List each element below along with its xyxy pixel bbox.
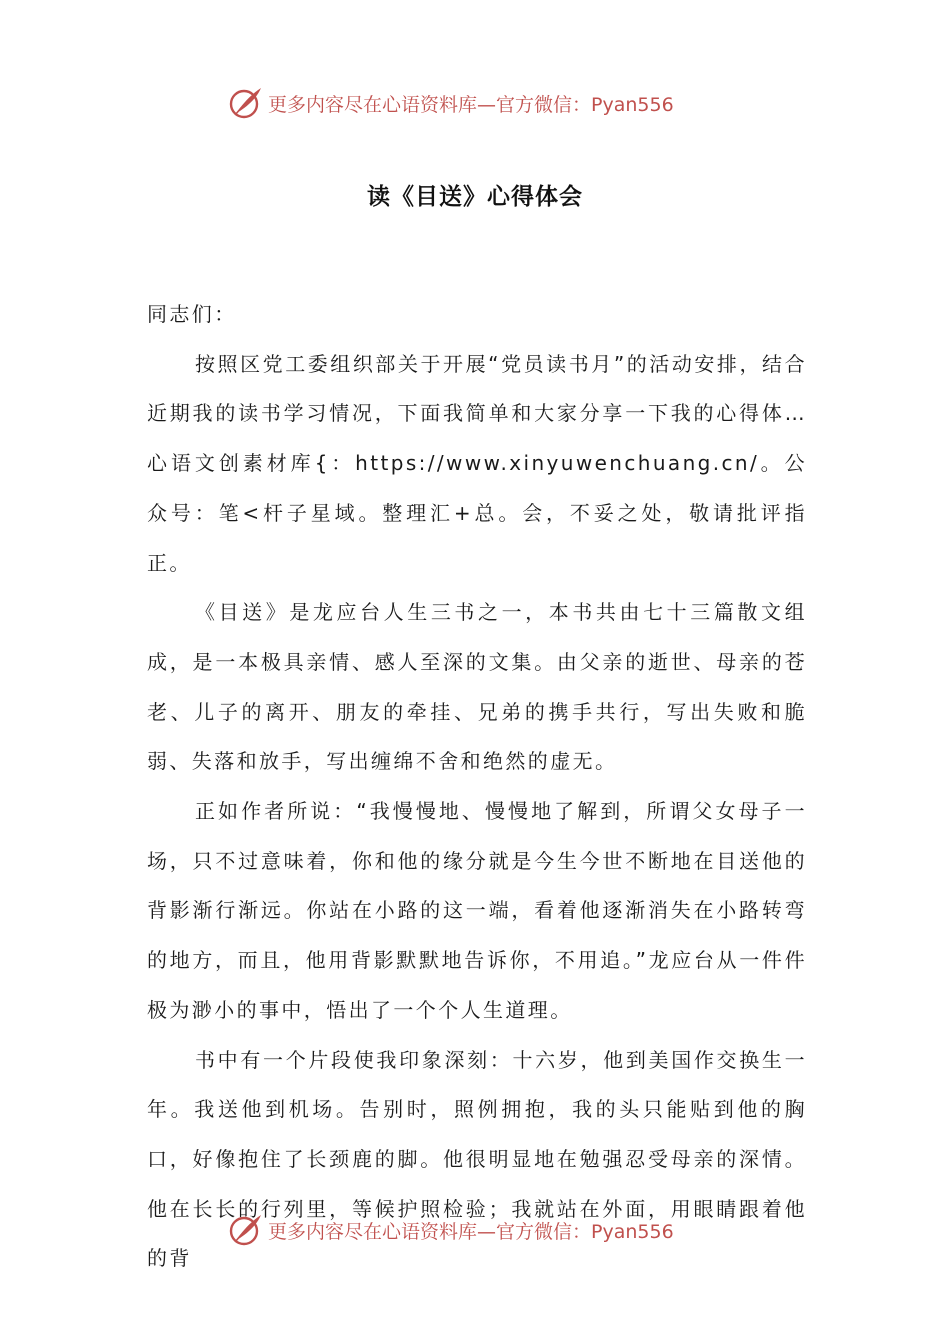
banner-brand-text: 更多内容尽在心语资料库 [268, 1220, 478, 1243]
footer-banner [228, 1210, 674, 1250]
page-title: 读《目送》心得体会 [367, 184, 583, 210]
banner-brand-text: 更多内容尽在心语资料库 [268, 93, 478, 116]
banner-contact-text: —官方微信：Pyan556 [477, 93, 674, 116]
paragraph-2: 《目送》是龙应台人生三书之一，本书共由七十三篇散文组成，是一本极具亲情、感人至深的文集。由父亲的逝世、母亲的苍老、儿子的离开、朋友的牵挂、兄弟的携手共行，写出失败和脆弱、失落和放手，写出缠绵不舍和绝然的虚无。 [147, 600, 807, 774]
paragraph-4: 书中有一个片段使我印象深刻：十六岁，他到美国作交换生一年。我送他到机场。告别时，照例拥抱，我的头只能贴到他的胸口，好像抱住了长颈鹿的脚。他很明显地在勉强忍受母亲的深情。他在长长的行列里，等候护照检验；我就站在外面，用眼睛跟着他的背 [147, 1047, 807, 1271]
paragraph-1: 按照区党工委组织部关于开展“党员读书月”的活动安排，结合近期我的读书学习情况，下面我简单和大家分享一下我的心得体…心语文创素材库{：https://www.xinyuwenchuang.cn/。公众号：笔<杆子星域。整理汇+总。会，不妥之处，敬请批评指正。 [147, 351, 807, 575]
paragraph-3: 正如作者所说：“我慢慢地、慢慢地了解到，所谓父女母子一场，只不过意味着，你和他的缘分就是今生今世不断地在目送他的背影渐行渐远。你站在小路的这一端，看着他逐渐消失在小路转弯的地方，而且，他用背影默默地告诉你，不用追。”龙应台从一件件极为渺小的事中，悟出了一个个人生道理。 [147, 799, 807, 1022]
banner-contact-text: —官方微信：Pyan556 [477, 1220, 674, 1243]
greeting: 同志们： [147, 302, 237, 326]
quill-pen-icon [228, 85, 264, 121]
document-body [147, 290, 807, 1284]
quill-pen-icon [228, 1212, 264, 1248]
header-banner [228, 83, 674, 123]
